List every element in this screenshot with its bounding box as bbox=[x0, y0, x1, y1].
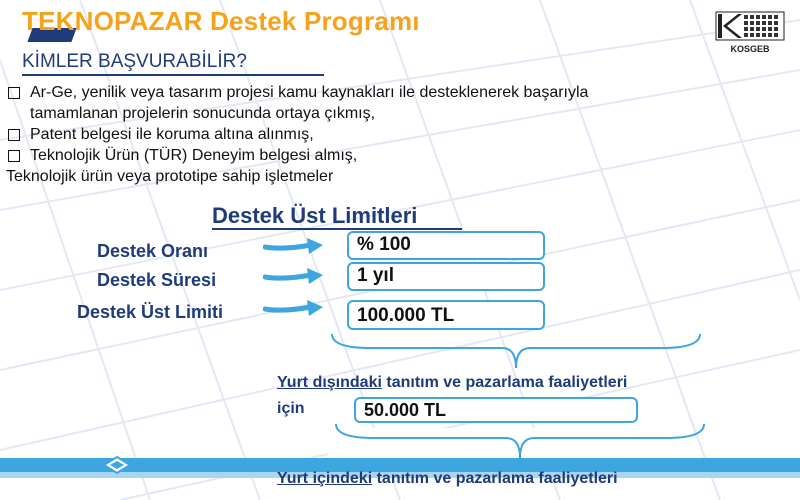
page-subtitle: KİMLER BAŞVURABİLİR? bbox=[22, 51, 247, 72]
kosgeb-logo bbox=[714, 10, 786, 54]
curly-brace-icon bbox=[334, 422, 706, 462]
list-item-continuation: tamamlanan projelerin sonucunda ortaya çıkmış, bbox=[30, 105, 376, 122]
curly-brace-icon bbox=[330, 332, 702, 372]
list-item: Teknolojik Ürün (TÜR) Deneyim belgesi almış, bbox=[6, 145, 786, 166]
arrow-right-icon bbox=[263, 300, 323, 318]
page-title: TEKNOPAZAR Destek Programı bbox=[22, 6, 420, 36]
kosgeb-logo-mark bbox=[714, 10, 786, 54]
arrow-right-icon bbox=[263, 268, 323, 286]
list-item-plain: Teknolojik ürün veya prototipe sahip işletmeler bbox=[6, 168, 334, 185]
support-rate-label: Destek Oranı bbox=[97, 241, 209, 261]
support-duration-label: Destek Süresi bbox=[97, 270, 217, 290]
list-item: Patent belgesi ile koruma altına alınmış, bbox=[6, 124, 786, 145]
limits-title: Destek Üst Limitleri bbox=[212, 203, 418, 228]
abroad-value: 50.000 TL bbox=[354, 397, 638, 423]
checkbox-bullet-icon bbox=[8, 129, 20, 141]
support-duration-value: 1 yıl bbox=[347, 262, 545, 291]
domestic-note: Yurt içindeki tanıtım ve pazarlama faaliyetleri bbox=[277, 470, 618, 487]
support-limit-value: 100.000 TL bbox=[347, 300, 545, 330]
arrow-right-icon bbox=[263, 238, 323, 256]
abroad-note-line2: için bbox=[277, 400, 305, 417]
support-rate-value: % 100 bbox=[347, 231, 545, 260]
criteria-list bbox=[6, 82, 786, 187]
subtitle-underline bbox=[22, 74, 324, 76]
abroad-note: Yurt dışındaki tanıtım ve pazarlama faaliyetleri bbox=[277, 374, 628, 391]
support-limit-label: Destek Üst Limiti bbox=[77, 302, 224, 322]
logo-text: KOSGEB bbox=[730, 44, 770, 54]
list-item: Ar-Ge, yenilik veya tasarım projesi kamu kaynakları ile desteklenerek başarıyla bbox=[6, 82, 786, 103]
checkbox-bullet-icon bbox=[8, 150, 20, 162]
diamond-icon bbox=[102, 456, 132, 474]
limits-title-underline bbox=[212, 228, 462, 230]
checkbox-bullet-icon bbox=[8, 87, 20, 99]
